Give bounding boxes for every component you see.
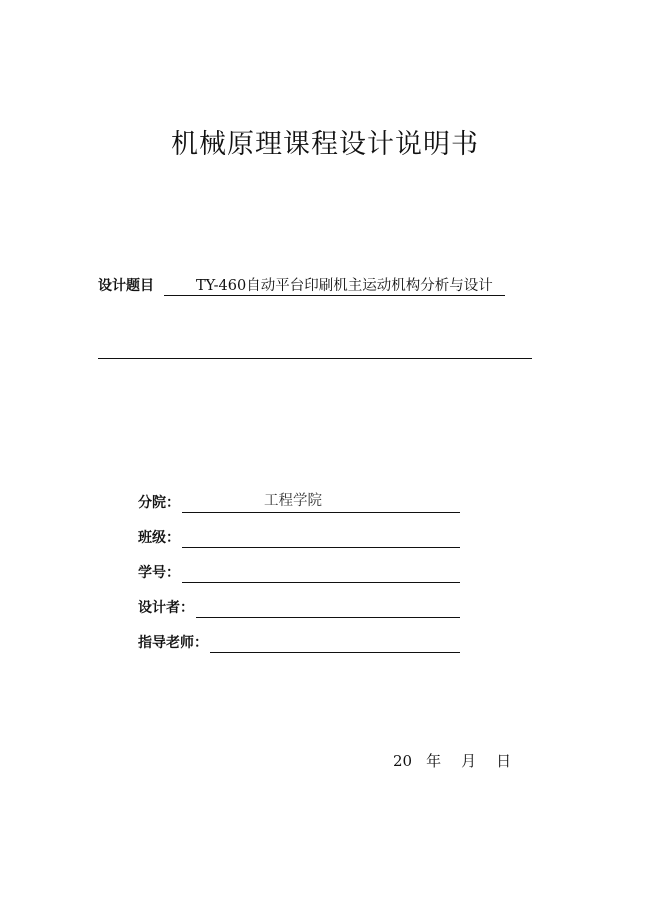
advisor-label: 指导老师： xyxy=(138,635,208,651)
student-id-label: 学号： xyxy=(138,565,180,581)
advisor-field xyxy=(210,633,460,653)
field-row-department xyxy=(138,478,460,513)
student-info-block xyxy=(138,478,460,653)
designer-field xyxy=(196,598,460,618)
department-value: 工程学院 xyxy=(264,493,322,509)
class-field xyxy=(182,528,460,548)
design-topic-row xyxy=(98,275,505,296)
department-label: 分院： xyxy=(138,495,180,511)
date-row xyxy=(393,750,511,771)
student-id-field xyxy=(182,563,460,583)
design-topic-continuation-line xyxy=(98,358,532,359)
document-title: 机械原理课程设计说明书 xyxy=(171,129,479,160)
designer-label: 设计者： xyxy=(138,600,194,616)
department-field xyxy=(182,493,460,513)
field-row-student-id xyxy=(138,548,460,583)
date-month-char: 月 xyxy=(461,752,477,770)
date-year-char: 年 xyxy=(426,752,442,770)
field-row-class xyxy=(138,513,460,548)
field-row-advisor xyxy=(138,618,460,653)
date-day-char: 日 xyxy=(496,752,512,770)
date-year: 20 xyxy=(393,752,413,770)
design-topic-value: TY-460自动平台印刷机主运动机构分析与设计 xyxy=(164,277,505,296)
design-topic-label: 设计题目 xyxy=(98,278,154,294)
class-label: 班级： xyxy=(138,530,180,546)
field-row-designer xyxy=(138,583,460,618)
